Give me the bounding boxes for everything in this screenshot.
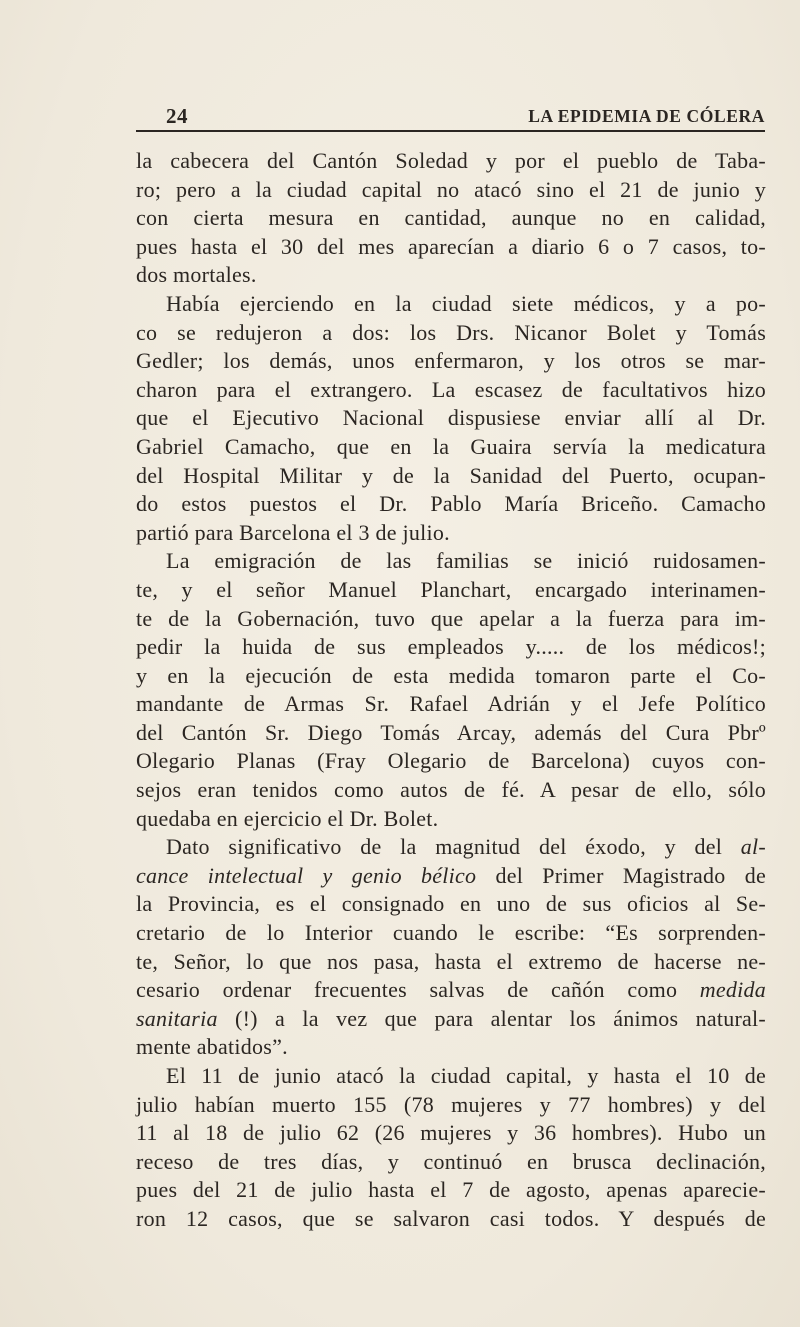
body-text [136, 147, 766, 1234]
text-line: ro; pero a la ciudad capital no atacó sino el 21 de junio y [136, 176, 766, 202]
text-line: dos mortales. [136, 262, 257, 288]
text-run: del Primer Magistrado de [476, 862, 766, 888]
text-line: partió para Barcelona el 3 de julio. [136, 519, 450, 545]
text-line: te, y el señor Manuel Planchart, encargado interinamen- [136, 576, 766, 602]
text-line: Olegario Planas (Fray Olegario de Barcelona) cuyos con- [136, 748, 766, 774]
italic-run: al- [740, 834, 766, 860]
text-line: sejos eran tenidos como autos de fé. A pesar de ello, sólo [136, 777, 766, 803]
text-line: charon para el extrangero. La escasez de facultativos hizo [136, 376, 766, 402]
text-line: la Provincia, es el consignado en uno de sus oficios al Se- [136, 891, 766, 917]
paragraph-5 [136, 1062, 766, 1234]
page-number: 24 [166, 104, 188, 128]
paragraph-3 [136, 547, 766, 833]
text-line: pues hasta el 30 del mes aparecían a diario 6 o 7 casos, to- [136, 233, 766, 259]
paragraph-2 [136, 290, 766, 547]
text-line: La emigración de las familias se inició ruidosamen- [166, 548, 766, 574]
paragraph-1 [136, 147, 766, 290]
text-line: Gabriel Camacho, que en la Guaira servía la medicatura [136, 433, 766, 459]
text-run: (!) a la vez que para alentar los ánimos natural- [217, 1005, 766, 1031]
text-line [136, 833, 766, 862]
text-line: te, Señor, lo que nos pasa, hasta el extremo de hacerse ne- [136, 948, 766, 974]
text-run: cesario ordenar frecuentes salvas de cañón como [136, 977, 700, 1003]
italic-run: medida [699, 977, 766, 1003]
text-line: pedir la huida de sus empleados y..... de los médicos!; [136, 634, 766, 660]
text-line: julio habían muerto 155 (78 mujeres y 77 hombres) y del [136, 1091, 766, 1117]
text-line: ron 12 casos, que se salvaron casi todos. Y después de [136, 1205, 766, 1231]
text-run: Dato significativo de la magnitud del éxodo, y del [166, 834, 741, 860]
text-line: del Hospital Militar y de la Sanidad del Puerto, ocupan- [136, 462, 766, 488]
text-line: co se redujeron a dos: los Drs. Nicanor Bolet y Tomás [136, 319, 766, 345]
text-line: con cierta mesura en cantidad, aunque no en calidad, [136, 205, 766, 231]
text-line: que el Ejecutivo Nacional dispusiese enviar allí al Dr. [136, 405, 766, 431]
text-line: mente abatidos”. [136, 1034, 288, 1060]
text-line: del Cantón Sr. Diego Tomás Arcay, además del Cura Pbrº [136, 719, 766, 745]
page-header [136, 104, 765, 132]
text-line: cretario de lo Interior cuando le escribe: “Es sorprenden- [136, 920, 766, 946]
text-line: 11 al 18 de julio 62 (26 mujeres y 36 hombres). Hubo un [136, 1120, 766, 1146]
running-title: LA EPIDEMIA DE CÓLERA [528, 106, 765, 126]
text-line [136, 976, 766, 1005]
text-line: El 11 de junio atacó la ciudad capital, y hasta el 10 de [166, 1063, 766, 1088]
text-line: do estos puestos el Dr. Pablo María Briceño. Camacho [136, 491, 766, 517]
text-line [136, 1005, 766, 1034]
text-line [136, 862, 766, 891]
italic-run: cance intelectual y genio bélico [136, 862, 477, 888]
text-line: y en la ejecución de esta medida tomaron parte el Co- [136, 662, 766, 688]
text-line: pues del 21 de julio hasta el 7 de agosto, apenas aparecie- [136, 1177, 766, 1203]
italic-run: sanitaria [136, 1005, 218, 1031]
text-line: receso de tres días, y continuó en brusca declinación, [136, 1148, 766, 1174]
paragraph-4 [136, 833, 766, 1062]
header-rule [136, 130, 765, 132]
text-line: Gedler; los demás, unos enfermaron, y los otros se mar- [136, 348, 766, 374]
text-line: te de la Gobernación, tuvo que apelar a la fuerza para im- [136, 605, 766, 631]
text-line: Había ejerciendo en la ciudad siete médicos, y a po- [166, 290, 766, 316]
text-line: quedaba en ejercicio el Dr. Bolet. [136, 805, 439, 831]
text-line: la cabecera del Cantón Soledad y por el pueblo de Taba- [136, 148, 766, 173]
text-line: mandante de Armas Sr. Rafael Adrián y el Jefe Político [136, 691, 766, 717]
